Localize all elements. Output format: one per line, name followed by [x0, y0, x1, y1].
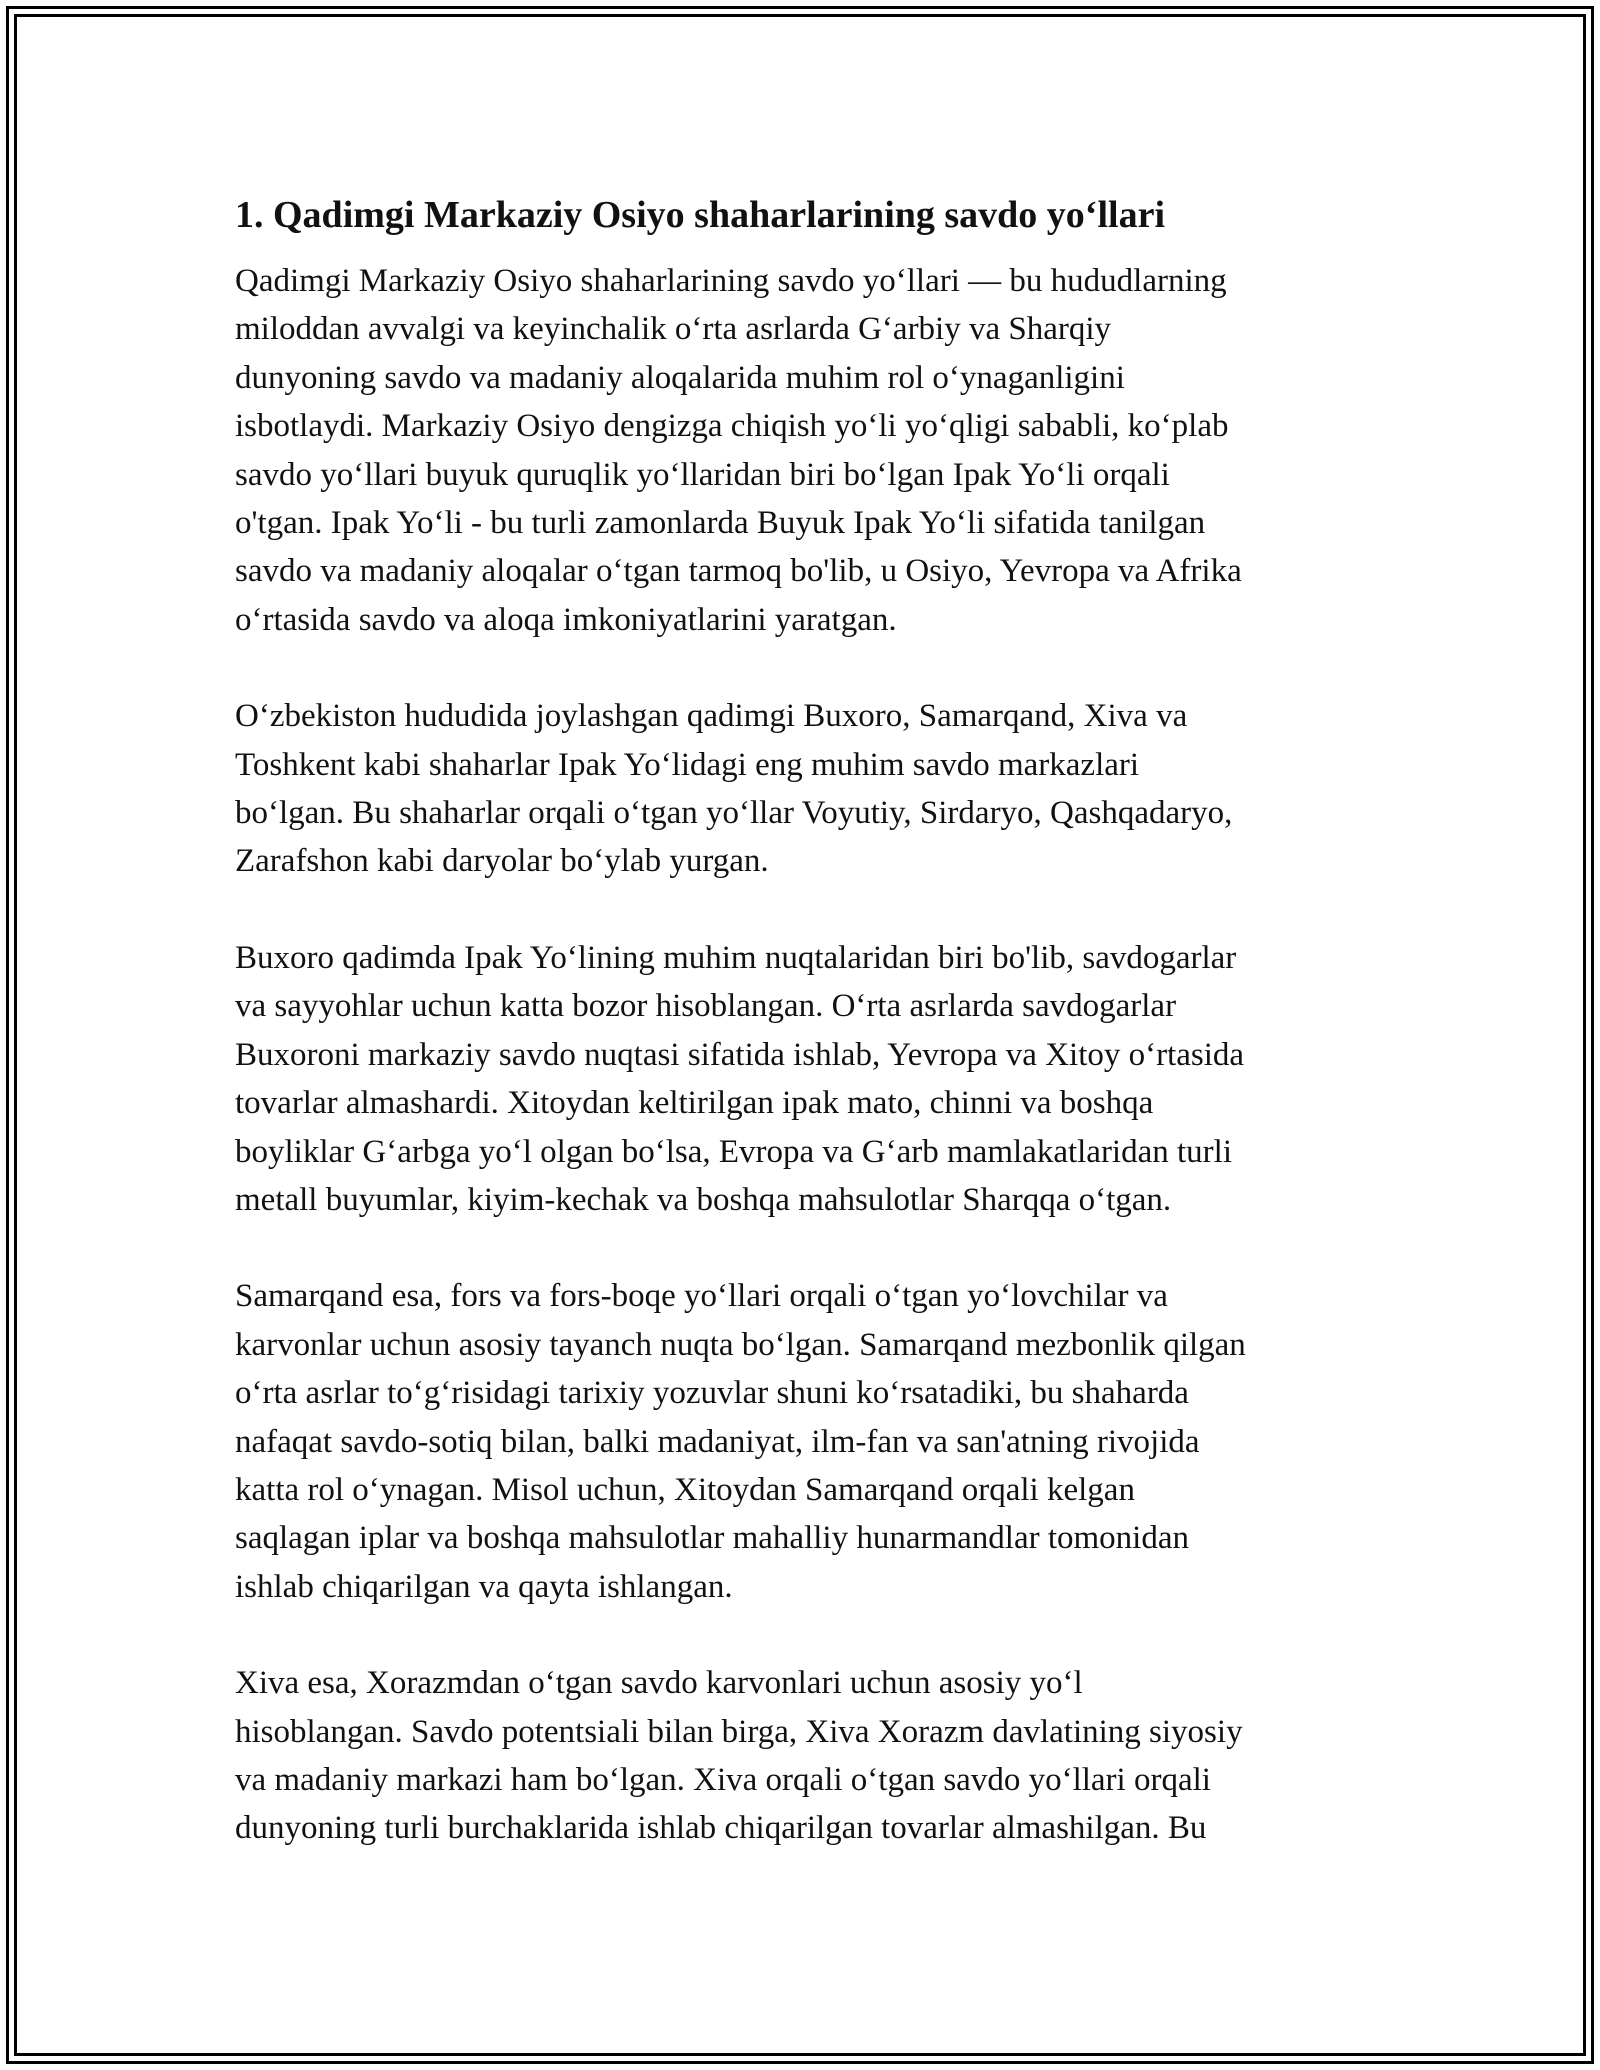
text-line: katta rol o‘ynagan. Misol uchun, Xitoydan Samarqand orqali kelgan — [235, 1471, 1135, 1508]
text-line: ishlab chiqarilgan va qayta ishlangan. — [235, 1568, 733, 1605]
text-line: va madaniy markazi ham bo‘lgan. Xiva orqali o‘tgan savdo yo‘llari orqali — [235, 1761, 1211, 1798]
text-line: nafaqat savdo-sotiq bilan, balki madaniyat, ilm-fan va san'atning rivojida — [235, 1423, 1200, 1460]
paragraph-uzbekistan-cities — [235, 692, 1375, 886]
text-line: karvonlar uchun asosiy tayanch nuqta bo‘lgan. Samarqand mezbonlik qilgan — [235, 1326, 1246, 1363]
text-line: O‘zbekiston hududida joylashgan qadimgi Buxoro, Samarqand, Xiva va — [235, 698, 1188, 735]
text-line: Qadimgi Markaziy Osiyo shaharlarining savdo yo‘llari — bu hududlarning — [235, 263, 1227, 299]
text-line: miloddan avvalgi va keyinchalik o‘rta asrlarda G‘arbiy va Sharqiy — [235, 311, 1112, 348]
text-line: Toshkent kabi shaharlar Ipak Yo‘lidagi eng muhim savdo markazlari — [235, 746, 1140, 783]
paragraph-samarkand — [235, 1272, 1375, 1611]
document-body — [235, 183, 1375, 1901]
text-line: Xiva esa, Xorazmdan o‘tgan savdo karvonlari uchun asosiy yo‘l — [235, 1665, 1083, 1702]
title-spacer — [235, 247, 1375, 257]
text-line: bo‘lgan. Bu shaharlar orqali o‘tgan yo‘llar Voyutiy, Sirdaryo, Qashqadaryo, — [235, 795, 1233, 832]
text-line: o‘rta asrlar to‘g‘risidagi tarixiy yozuvlar shuni ko‘rsatadiki, bu shaharda — [235, 1375, 1189, 1412]
text-line: Buxoro qadimda Ipak Yo‘lining muhim nuqtalaridan biri bo'lib, savdogarlar — [235, 939, 1237, 976]
text-line: Zarafshon kabi daryolar bo‘ylab yurgan. — [235, 843, 769, 880]
text-line: Samarqand esa, fors va fors-boqe yo‘llari orqali o‘tgan yo‘lovchilar va — [235, 1278, 1168, 1315]
text-line: dunyoning savdo va madaniy aloqalarida muhim rol o‘ynaganligini — [235, 359, 1125, 396]
text-line: tovarlar almashardi. Xitoydan keltirilgan ipak mato, chinni va boshqa — [235, 1085, 1154, 1122]
text-line: hisoblangan. Savdo potentsiali bilan birga, Xiva Xorazm davlatining siyosiy — [235, 1713, 1243, 1750]
paragraph-intro — [235, 257, 1375, 644]
paragraph-khiva — [235, 1659, 1375, 1853]
text-line: savdo yo‘llari buyuk quruqlik yo‘llaridan biri bo‘lgan Ipak Yo‘li orqali — [235, 456, 1170, 493]
text-line: boyliklar G‘arbga yo‘l olgan bo‘lsa, Evropa va G‘arb mamlakatlaridan turli — [235, 1133, 1232, 1170]
paragraph-bukhara — [235, 934, 1375, 1224]
text-line: va sayyohlar uchun katta bozor hisoblangan. O‘rta asrlarda savdogarlar — [235, 988, 1177, 1025]
text-line: Buxoroni markaziy savdo nuqtasi sifatida ishlab, Yevropa va Xitoy o‘rtasida — [235, 1036, 1245, 1073]
document-title: 1. Qadimgi Markaziy Osiyo shaharlarining savdo yo‘llari — [235, 194, 1165, 236]
text-line: isbotlaydi. Markaziy Osiyo dengizga chiqish yo‘li yo‘qligi sababli, ko‘plab — [235, 408, 1229, 445]
text-line: dunyoning turli burchaklarida ishlab chiqarilgan tovarlar almashilgan. Bu — [235, 1810, 1207, 1847]
text-line: o‘rtasida savdo va aloqa imkoniyatlarini yaratgan. — [235, 601, 897, 638]
text-line: metall buyumlar, kiyim-kechak va boshqa mahsulotlar Sharqqa o‘tgan. — [235, 1181, 1172, 1218]
text-line: savdo va madaniy aloqalar o‘tgan tarmoq bo'lib, u Osiyo, Yevropa va Afrika — [235, 553, 1242, 590]
text-line: saqlagan iplar va boshqa mahsulotlar mahalliy hunarmandlar tomonidan — [235, 1520, 1189, 1557]
text-line: o'tgan. Ipak Yo‘li - bu turli zamonlarda Buyuk Ipak Yo‘li sifatida tanilgan — [235, 505, 1206, 542]
